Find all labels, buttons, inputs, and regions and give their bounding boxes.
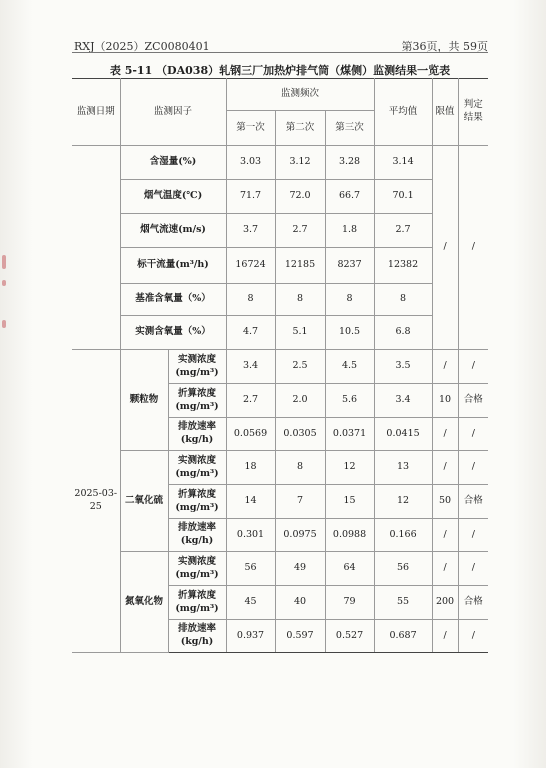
value-v2: 0.0305 (275, 418, 325, 451)
value-limit: / (432, 451, 458, 485)
value-v1: 0.0569 (226, 418, 275, 451)
metric-unit: (mg/m³) (175, 568, 219, 580)
metric-unit: (kg/h) (180, 535, 214, 546)
table-row (72, 248, 488, 284)
parameter-name: 实测含氧量（%） (120, 316, 226, 350)
value-v2: 49 (275, 552, 325, 586)
table-row (72, 350, 488, 384)
metric-label (168, 519, 226, 552)
value-judgement: 合格 (458, 485, 488, 519)
value-avg: 56 (374, 552, 432, 586)
metric-name: 实测浓度 (178, 353, 217, 365)
value-judgement: / (458, 620, 488, 653)
value-v1: 56 (226, 552, 275, 586)
metric-name: 折算浓度 (178, 488, 217, 500)
metric-unit: (mg/m³) (175, 467, 219, 479)
value-avg: 55 (374, 586, 432, 620)
metric-label (168, 586, 226, 620)
seal-edge-mark (2, 255, 6, 269)
judgement-cell: / (458, 146, 488, 350)
value-v1: 45 (226, 586, 275, 620)
column-header-date: 监测日期 (72, 79, 120, 146)
value-avg: 6.8 (374, 316, 432, 350)
parameter-name: 标干流量(m³/h) (120, 248, 226, 284)
value-v2: 3.12 (275, 146, 325, 180)
value-limit: 200 (432, 586, 458, 620)
table-caption: 表 5-11 （DA038）轧钢三厂加热炉排气筒（煤侧）监测结果一览表 (109, 64, 451, 77)
limit-cell: / (432, 146, 458, 350)
value-avg: 12382 (374, 248, 432, 284)
value-limit: / (432, 519, 458, 552)
column-header-judgement: 判定结果 (458, 79, 488, 146)
value-avg: 8 (374, 284, 432, 316)
metric-unit: (mg/m³) (175, 400, 219, 412)
value-v3: 15 (325, 485, 374, 519)
metric-name: 实测浓度 (178, 454, 217, 466)
value-v3: 79 (325, 586, 374, 620)
metric-unit: (kg/h) (180, 636, 214, 647)
value-avg: 2.7 (374, 214, 432, 248)
value-v1: 71.7 (226, 180, 275, 214)
metric-label (168, 451, 226, 485)
value-v2: 12185 (275, 248, 325, 284)
value-v3: 66.7 (325, 180, 374, 214)
value-v1: 0.937 (226, 620, 275, 653)
value-v2: 0.597 (275, 620, 325, 653)
value-v2: 5.1 (275, 316, 325, 350)
metric-unit: (mg/m³) (175, 501, 219, 513)
value-limit: / (432, 418, 458, 451)
column-header-second: 第二次 (275, 111, 325, 146)
value-judgement: / (458, 552, 488, 586)
value-limit: 10 (432, 384, 458, 418)
value-avg: 3.14 (374, 146, 432, 180)
metric-label (168, 620, 226, 653)
table-row (72, 146, 488, 180)
value-v2: 2.7 (275, 214, 325, 248)
date-cell-blank (72, 146, 120, 350)
value-v3: 10.5 (325, 316, 374, 350)
table-row (72, 180, 488, 214)
value-v2: 7 (275, 485, 325, 519)
metric-unit: (kg/h) (180, 434, 214, 445)
value-v3: 8237 (325, 248, 374, 284)
value-avg: 70.1 (374, 180, 432, 214)
parameter-name: 含湿量(%) (120, 146, 226, 180)
metric-name: 排放速率 (178, 421, 217, 433)
parameter-name: 烟气温度(℃) (120, 180, 226, 214)
column-header-frequency: 监测频次 (226, 79, 374, 111)
value-v3: 64 (325, 552, 374, 586)
value-judgement: / (458, 451, 488, 485)
value-limit: / (432, 350, 458, 384)
value-v1: 3.4 (226, 350, 275, 384)
value-limit: / (432, 620, 458, 653)
page-number: 第36页，共 59页 (401, 40, 488, 53)
metric-label (168, 384, 226, 418)
value-v3: 0.0988 (325, 519, 374, 552)
metric-name: 折算浓度 (178, 387, 217, 399)
value-v1: 3.03 (226, 146, 275, 180)
value-v1: 14 (226, 485, 275, 519)
value-judgement: / (458, 418, 488, 451)
seal-edge-mark (2, 320, 6, 328)
value-avg: 12 (374, 485, 432, 519)
value-avg: 13 (374, 451, 432, 485)
pollutant-name: 颗粒物 (120, 350, 168, 451)
monitoring-date: 2025-03-25 (72, 350, 120, 653)
value-v1: 18 (226, 451, 275, 485)
parameter-name: 烟气流速(m/s) (120, 214, 226, 248)
value-v3: 5.6 (325, 384, 374, 418)
table-row (72, 284, 488, 316)
table-row (72, 316, 488, 350)
table-row (72, 552, 488, 586)
metric-label (168, 418, 226, 451)
metric-name: 实测浓度 (178, 555, 217, 567)
metric-unit: (mg/m³) (175, 366, 219, 378)
document-id: RXJ（2025）ZC0080401 (74, 40, 210, 53)
pollutant-name: 氮氧化物 (120, 552, 168, 653)
metric-unit: (mg/m³) (175, 602, 219, 614)
metric-name: 排放速率 (178, 522, 217, 534)
monitoring-results-table (72, 78, 488, 653)
value-v2: 0.0975 (275, 519, 325, 552)
value-limit: 50 (432, 485, 458, 519)
value-v2: 40 (275, 586, 325, 620)
value-v2: 8 (275, 284, 325, 316)
parameter-name: 基准含氧量（%） (120, 284, 226, 316)
column-header-limit: 限值 (432, 79, 458, 146)
metric-name: 折算浓度 (178, 589, 217, 601)
value-judgement: 合格 (458, 586, 488, 620)
value-v3: 0.0371 (325, 418, 374, 451)
value-v3: 1.8 (325, 214, 374, 248)
metric-label (168, 350, 226, 384)
value-judgement: / (458, 519, 488, 552)
metric-label (168, 552, 226, 586)
value-avg: 0.687 (374, 620, 432, 653)
table-row (72, 451, 488, 485)
value-v1: 4.7 (226, 316, 275, 350)
value-v2: 2.0 (275, 384, 325, 418)
value-v3: 8 (325, 284, 374, 316)
value-v3: 4.5 (325, 350, 374, 384)
value-avg: 0.166 (374, 519, 432, 552)
value-v1: 8 (226, 284, 275, 316)
value-v1: 3.7 (226, 214, 275, 248)
value-avg: 0.0415 (374, 418, 432, 451)
column-header-first: 第一次 (226, 111, 275, 146)
value-limit: / (432, 552, 458, 586)
value-v3: 0.527 (325, 620, 374, 653)
table-row (72, 214, 488, 248)
header-divider (72, 52, 488, 53)
value-v3: 12 (325, 451, 374, 485)
seal-edge-mark (2, 280, 6, 286)
value-v3: 3.28 (325, 146, 374, 180)
value-v1: 2.7 (226, 384, 275, 418)
metric-label (168, 485, 226, 519)
column-header-average: 平均值 (374, 79, 432, 146)
column-header-third: 第三次 (325, 111, 374, 146)
value-v2: 2.5 (275, 350, 325, 384)
pollutant-name: 二氧化硫 (120, 451, 168, 552)
value-avg: 3.5 (374, 350, 432, 384)
metric-name: 排放速率 (178, 623, 217, 635)
value-v1: 0.301 (226, 519, 275, 552)
column-header-factor: 监测因子 (120, 79, 226, 146)
value-judgement: / (458, 350, 488, 384)
value-v1: 16724 (226, 248, 275, 284)
value-judgement: 合格 (458, 384, 488, 418)
value-v2: 72.0 (275, 180, 325, 214)
value-v2: 8 (275, 451, 325, 485)
value-avg: 3.4 (374, 384, 432, 418)
